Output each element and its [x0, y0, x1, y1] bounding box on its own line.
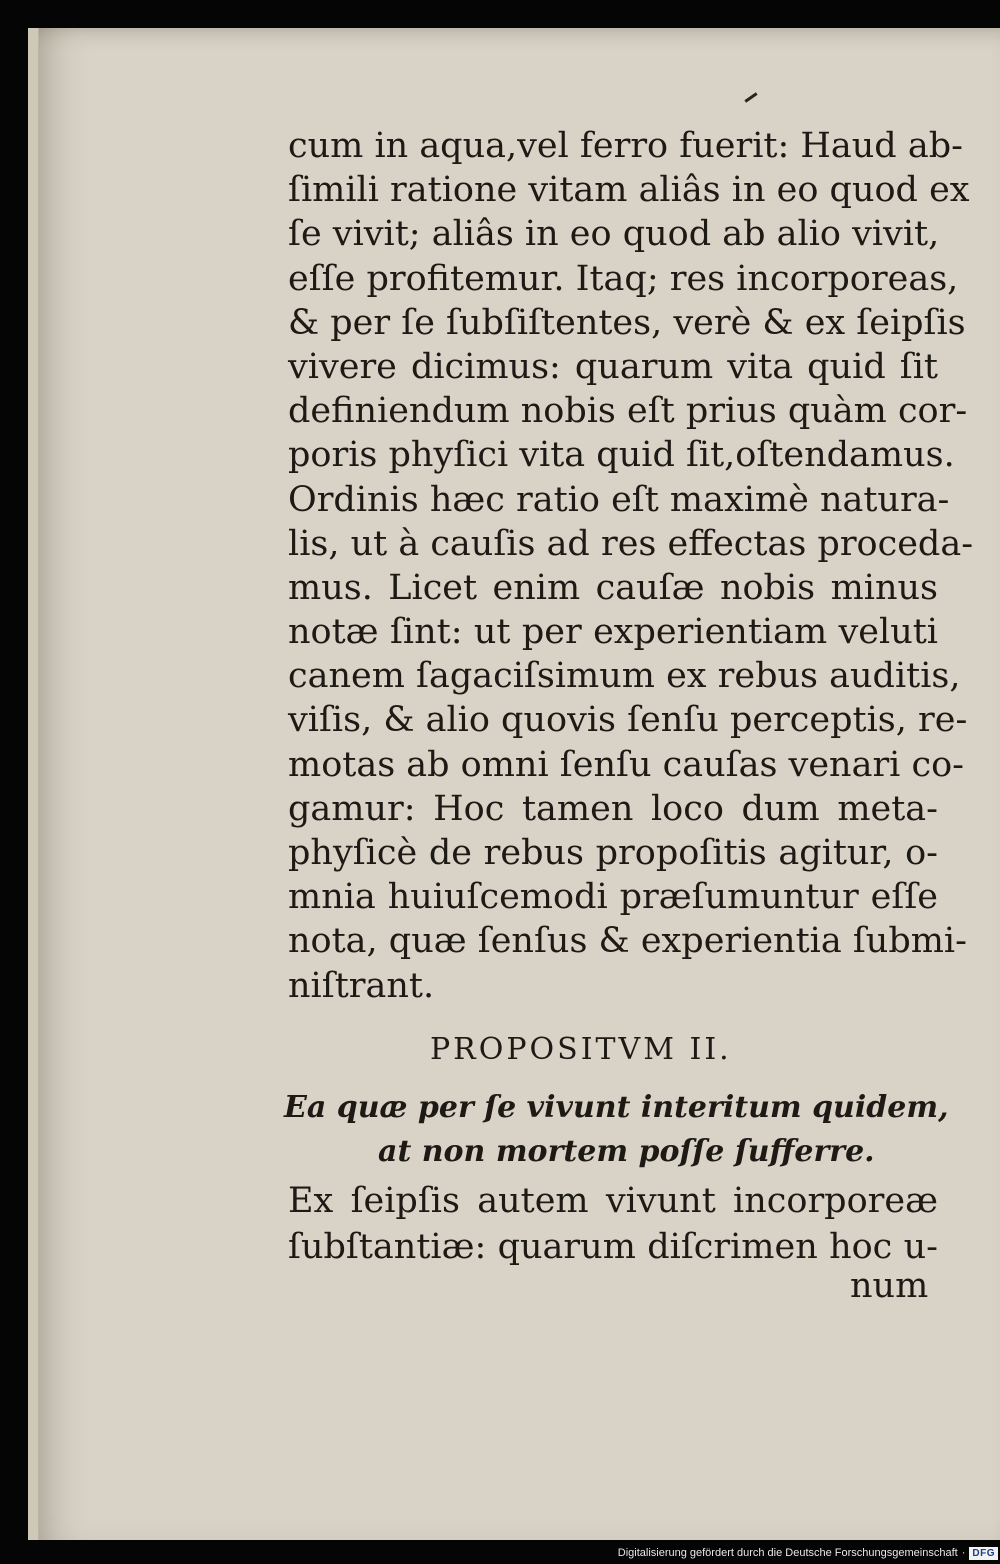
body-text-continued — [288, 1178, 938, 1270]
proposition-statement — [284, 1086, 949, 1174]
section-heading: PROPOSITVM II. — [430, 1032, 732, 1067]
digitization-credit: Digitalisierung gefördert durch die Deutsche Forschungsgemeinschaft · DFG — [618, 1544, 998, 1562]
proposition-line: Ea quæ per ſe vivunt interitum quidem, — [284, 1090, 949, 1125]
text-line: vivere dicimus: quarum vita quid ſit — [288, 346, 938, 387]
page-edge — [28, 28, 39, 1540]
text-line: poris phyſici vita quid ſit,oſtendamus. — [288, 435, 955, 476]
text-line: ſe vivit; aliâs in eo quod ab alio vivit, — [288, 214, 940, 255]
text-line: notæ ſint: ut per experientiam veluti — [288, 612, 938, 653]
text-line: ſubſtantiæ: quarum diſcrimen hoc u- — [288, 1227, 938, 1267]
text-line: viſis, & alio quovis ſenſu perceptis, re- — [288, 700, 968, 741]
text-line: Ordinis hæc ratio eſt maximè natura- — [288, 479, 950, 520]
text-line: eſſe profitemur. Itaq; res incorporeas, — [288, 258, 959, 299]
text-line: cum in aqua,vel ferro fuerit: Haud ab- — [288, 126, 963, 166]
text-line: mus. Licet enim cauſæ nobis minus — [288, 567, 938, 608]
text-line: Ex ſeipſis autem vivunt incorporeæ — [288, 1181, 938, 1221]
catchword: num — [850, 1266, 929, 1306]
text-line: definiendum nobis eſt prius quàm cor- — [288, 391, 968, 432]
body-text — [288, 124, 974, 1008]
text-line: motas ab omni ſenſu cauſas venari co- — [288, 744, 964, 785]
text-line: canem ſagaciſsimum ex rebus auditis, — [288, 656, 961, 697]
text-line: niſtrant. — [288, 965, 435, 1006]
proposition-line: at non mortem poſſe ſufferre. — [378, 1134, 875, 1169]
text-line: ſimili ratione vitam aliâs in eo quod ex — [288, 170, 970, 211]
text-line: lis, ut à cauſis ad res effectas proceda- — [288, 523, 974, 564]
text-line: nota, quæ ſenſus & experientia ſubmi- — [288, 921, 967, 962]
text-line: phyſicè de rebus propoſitis agitur, o- — [288, 833, 938, 873]
credit-text: Digitalisierung gefördert durch die Deutsche Forschungsgemeinschaft — [617, 1547, 958, 1559]
text-line: gamur: Hoc tamen loco dum meta- — [288, 788, 938, 829]
text-line: & per ſe ſubſiſtentes, verè & ex ſeipſis — [288, 302, 966, 343]
text-line: mnia huiuſcemodi præſumuntur eſſe — [288, 877, 938, 918]
dfg-logo: DFG — [969, 1547, 998, 1560]
